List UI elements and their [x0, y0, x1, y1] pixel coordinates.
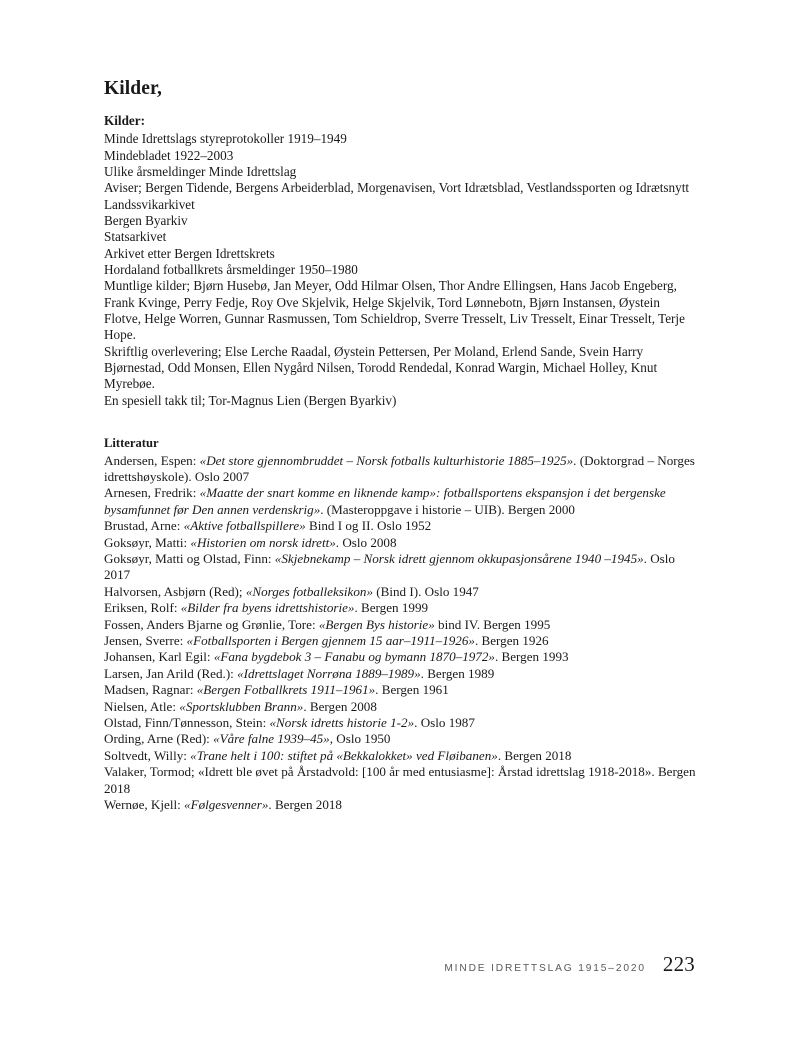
bibliography-entry [104, 764, 700, 797]
source-line: Hordaland fotballkrets årsmeldinger 1950–1980 [104, 262, 358, 278]
source-line: Minde Idrettslags styreprotokoller 1919–1949 [104, 131, 347, 147]
bib-publication: . Bergen 2018 [268, 797, 342, 813]
source-line: Statsarkivet [104, 229, 167, 245]
bib-publication: . Bergen 1993 [494, 649, 569, 665]
bib-publication: . Oslo 2017 [104, 550, 675, 583]
bibliography-entry [104, 600, 700, 616]
bib-title: «Trane helt i 100: stiftet på «Bekkalokket» ved Fløibanen» [190, 747, 498, 763]
bib-publication: . Oslo 1987 [414, 715, 475, 731]
bibliography-list [104, 453, 700, 814]
bib-publication: . Bergen 2018 [497, 747, 572, 763]
bib-publication: . Bergen 1989 [420, 665, 495, 681]
source-line: Mindebladet 1922–2003 [104, 147, 234, 163]
bib-publication: . Bergen 2018 [104, 764, 696, 796]
bib-title: «Maatte der snart komme en liknende kamp»: fotballsportens ekspansjon i det bergenske bysamfunnet før Den annen verdenskrig» [104, 485, 666, 517]
bib-publication: . Bergen 1926 [474, 633, 549, 648]
bib-publication: Bind I og II. Oslo 1952 [305, 518, 432, 534]
bibliography-entry [104, 453, 700, 486]
bib-author: Valaker, Tormod; [104, 764, 198, 780]
bib-title: «Fana bygdebok 3 – Fanabu og bymann 1870–1972» [213, 649, 495, 665]
bib-author: Nielsen, Atle: [104, 698, 180, 714]
bibliography-entry [104, 584, 700, 600]
bibliography-entry [104, 748, 700, 764]
footer-inner [444, 952, 695, 977]
source-line: Aviser; Bergen Tidende, Bergens Arbeiderblad, Morgenavisen, Vort Idrætsblad, Vestlandssporten og Idrætsnytt [104, 180, 690, 196]
bib-publication: (Bind I). Oslo 1947 [373, 583, 479, 599]
source-line: Landssvikarkivet [104, 196, 195, 212]
bib-title: «Våre falne 1939–45» [213, 731, 330, 747]
bib-publication: . Bergen 1961 [375, 682, 449, 698]
page-content [104, 78, 700, 813]
bib-author: Arnesen, Fredrik: [104, 485, 200, 501]
bib-author: Larsen, Jan Arild (Red.): [104, 665, 238, 681]
bib-title: «Fotballsporten i Bergen gjennem 15 aar–1911–1926» [186, 633, 475, 648]
bib-title: «Aktive fotballspillere» [183, 518, 306, 534]
bib-title: «Følgesvenner» [184, 797, 269, 813]
bib-author: Goksøyr, Matti og Olstad, Finn: [104, 550, 275, 566]
bib-title: «Historien om norsk idrett» [190, 534, 336, 550]
bibliography-entry [104, 485, 700, 518]
page-footer [0, 952, 800, 992]
chapter-title: Kilder, [104, 78, 162, 99]
bibliography-entry [104, 666, 700, 682]
bib-publication: . Oslo 2008 [335, 534, 397, 550]
bibliography-entry [104, 535, 700, 551]
source-line: Skriftlig overlevering; Else Lerche Raadal, Øystein Pettersen, Per Moland, Erlend Sande, Svein Harry Bjørnestad, Odd Monsen, Ellen Nygård Nilsen, Torodd Rendedal, Konrad Wargin, Michael Holley, Knut Myrebøe. [104, 343, 658, 392]
bib-author: Jensen, Sverre: [104, 633, 187, 648]
bib-author: Halvorsen, Asbjørn (Red); [104, 583, 246, 599]
sources-section [104, 113, 700, 409]
source-line: Muntlige kilder; Bjørn Husebø, Jan Meyer, Odd Hilmar Olsen, Thor Andre Ellingsen, Hans Jacob Engeberg, Frank Kvinge, Perry Fedje, Roy Ove Skjelvik, Helge Skjelvik, Tord Lønnebotn, Bjørn Instansen, Øystein Flotve, Helge Worren, Gunnar Rasmussen, Tom Schieldrop, Sverre Tresselt, Liv Tresselt, Einar Tresselt, Terje Hope. [104, 278, 685, 343]
bib-title: «Sportsklubben Brann» [179, 698, 304, 714]
bib-author: Wernøe, Kjell: [104, 797, 185, 813]
bib-author: Andersen, Espen: [104, 452, 200, 468]
bib-publication: . (Masteroppgave i historie – UIB). Bergen 2000 [320, 501, 575, 517]
bibliography-entry [104, 649, 700, 665]
bib-author: Olstad, Finn/Tønnesson, Stein: [104, 715, 270, 731]
sources-list [104, 131, 700, 409]
bib-author: Johansen, Karl Egil: [104, 649, 214, 665]
bibliography-entry [104, 633, 700, 649]
bib-publication: . Bergen 1999 [354, 600, 429, 616]
sources-heading: Kilder: [104, 113, 146, 129]
bib-author: Fossen, Anders Bjarne og Grønlie, Tore: [104, 616, 319, 632]
bib-title: «Idrett ble øvet på Årstadvold: [100 år med entusiasme]: Årstad idrettslag 1918-2018» [197, 764, 652, 780]
bibliography-entry [104, 699, 700, 715]
bibliography-entry [104, 731, 700, 747]
bib-title: «Idrettslaget Norrøna 1889–1989» [237, 665, 421, 681]
source-line: En spesiell takk til; Tor-Magnus Lien (Bergen Byarkiv) [104, 392, 397, 408]
bib-author: Eriksen, Rolf: [104, 600, 181, 616]
bib-author: Brustad, Arne: [104, 518, 184, 534]
bib-author: Madsen, Ragnar: [104, 682, 197, 698]
bib-title: «Det store gjennombruddet – Norsk fotballs kulturhistorie 1885–1925» [199, 452, 574, 468]
literature-section [104, 435, 700, 813]
bibliography-entry [104, 682, 700, 698]
bib-author: Soltvedt, Willy: [104, 747, 191, 763]
bib-title: «Bergen Fotballkrets 1911–1961» [196, 682, 376, 698]
bibliography-entry [104, 518, 700, 534]
source-line: Ulike årsmeldinger Minde Idrettslag [104, 164, 297, 180]
bib-author: Goksøyr, Matti: [104, 534, 191, 550]
bibliography-entry [104, 551, 700, 584]
bib-publication: , Oslo 1950 [329, 731, 391, 747]
bib-title: «Norges fotballeksikon» [245, 583, 373, 599]
source-line: Arkivet etter Bergen Idrettskrets [104, 245, 275, 261]
source-line: Bergen Byarkiv [104, 213, 188, 229]
page-number: 223 [662, 952, 695, 976]
bibliography-entry [104, 715, 700, 731]
bibliography-entry [104, 797, 700, 813]
bib-publication: bind IV. Bergen 1995 [434, 616, 551, 632]
literature-heading: Litteratur [104, 436, 159, 451]
bib-publication: . Bergen 2008 [303, 698, 377, 714]
bib-title: «Bilder fra byens idrettshistorie» [180, 600, 355, 616]
bib-author: Ording, Arne (Red): [104, 731, 214, 747]
bibliography-entry [104, 617, 700, 633]
bib-publication: . (Doktorgrad – Norges idrettshøyskole). Oslo 2007 [104, 452, 695, 484]
footer-book-title: MINDE IDRETTSLAG 1915–2020 [444, 963, 646, 974]
bib-title: «Bergen Bys historie» [318, 616, 435, 632]
bib-title: «Norsk idretts historie 1-2» [269, 715, 415, 731]
bib-title: «Skjebnekamp – Norsk idrett gjennom okkupasjonsårene 1940 –1945» [274, 550, 644, 566]
